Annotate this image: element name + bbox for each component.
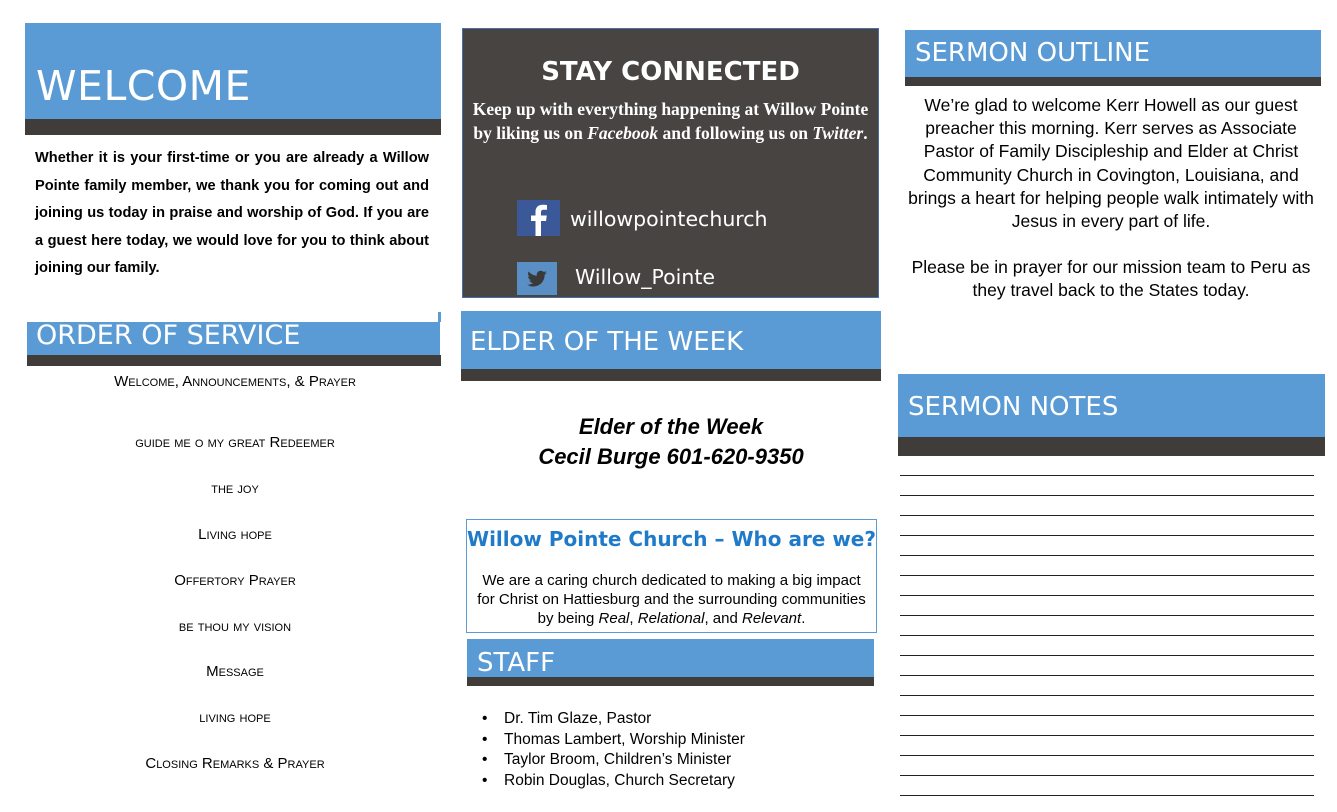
note-line xyxy=(900,555,1314,556)
word-real: Real xyxy=(598,610,630,627)
note-line xyxy=(900,595,1314,596)
sermon-notes-title: SERMON NOTES xyxy=(908,392,1119,422)
elder-heading: Elder of the Week xyxy=(578,414,764,439)
welcome-header-underbar xyxy=(25,119,441,135)
service-item: Message xyxy=(206,663,264,680)
staff-list xyxy=(482,709,745,792)
sermon-outline-header-underbar xyxy=(905,77,1321,86)
twitter-handle[interactable]: Willow_Pointe xyxy=(575,265,715,289)
stay-connected-text-part: and following us on xyxy=(658,123,813,143)
note-line xyxy=(900,775,1314,776)
facebook-handle[interactable]: willowpointechurch xyxy=(570,207,768,231)
staff-member: • Dr. Tim Glaze, Pastor xyxy=(482,709,745,730)
word-relational: Relational xyxy=(637,610,705,627)
stay-connected-text-part: Keep up with everything happening at Willow Pointe by liking us on xyxy=(472,99,869,143)
service-item: Welcome, Announcements, & Prayer xyxy=(114,373,356,390)
note-line xyxy=(900,795,1314,796)
note-line xyxy=(900,475,1314,476)
staff-member: • Robin Douglas, Church Secretary xyxy=(482,771,745,792)
facebook-icon-graphic xyxy=(517,200,560,236)
note-line xyxy=(900,515,1314,516)
word-relevant: Relevant xyxy=(741,610,802,627)
service-item: Living hope xyxy=(198,526,272,543)
stay-connected-text-part: . xyxy=(863,123,868,143)
twitter-icon[interactable] xyxy=(517,262,557,295)
elder-name-phone: Cecil Burge 601-620-9350 xyxy=(538,444,804,469)
service-item: be thou my vision xyxy=(178,618,292,635)
welcome-title: WELCOME xyxy=(36,62,251,110)
elder-header-underbar xyxy=(461,369,881,381)
who-text-part: , xyxy=(629,610,638,627)
who-text-part: We are a caring church dedicated to making a big impact for Christ on Hattiesburg and the surrounding communities by being xyxy=(477,572,866,627)
staff-member: • Taylor Broom, Children’s Minister xyxy=(482,750,745,771)
order-of-service-header-underbar xyxy=(27,355,441,366)
sermon-outline-paragraph: Please be in prayer for our mission team to Peru as they travel back to the States today. xyxy=(911,257,1311,301)
note-line xyxy=(900,615,1314,616)
staff-header-underbar xyxy=(467,677,874,686)
sermon-outline-title: SERMON OUTLINE xyxy=(915,38,1151,68)
twitter-word: Twitter xyxy=(812,123,864,143)
note-line xyxy=(900,755,1314,756)
paragraph-spacer xyxy=(905,233,1317,256)
sermon-outline-paragraph: We’re glad to welcome Kerr Howell as our guest preacher this morning. Kerr serves as Associate Pastor of Family Discipleship and Elder at Christ Community Church in Covington, Louisiana, and brings a heart for helping people walk intimately with Jesus in every part of life. xyxy=(908,95,1314,232)
who-text-part: . xyxy=(801,610,806,627)
note-line xyxy=(900,655,1314,656)
elder-title: ELDER OF THE WEEK xyxy=(470,327,744,357)
order-of-service-accent xyxy=(438,312,441,322)
note-line xyxy=(900,735,1314,736)
facebook-word: Facebook xyxy=(587,123,659,143)
facebook-icon[interactable] xyxy=(517,200,560,236)
who-are-we-text xyxy=(472,571,871,628)
note-line xyxy=(900,715,1314,716)
elder-info xyxy=(461,412,881,472)
stay-connected-text xyxy=(470,97,871,145)
twitter-icon-graphic xyxy=(517,262,557,295)
note-line xyxy=(900,535,1314,536)
service-item: living hope xyxy=(199,709,271,726)
note-line xyxy=(900,495,1314,496)
service-item: Offertory Prayer xyxy=(174,572,296,589)
order-of-service-title: ORDER OF SERVICE xyxy=(36,320,301,351)
who-are-we-title: Willow Pointe Church – Who are we? xyxy=(467,527,876,551)
stay-connected-title: STAY CONNECTED xyxy=(541,57,800,87)
note-line xyxy=(900,575,1314,576)
sermon-outline-text xyxy=(905,94,1317,303)
service-item: the joy xyxy=(211,480,259,497)
service-item: guide me o my great Redeemer xyxy=(135,434,335,451)
staff-member: • Thomas Lambert, Worship Minister xyxy=(482,730,745,751)
service-item: Closing Remarks & Prayer xyxy=(145,755,325,772)
sermon-notes-header-underbar xyxy=(898,437,1325,456)
who-text-part: , and xyxy=(704,610,742,627)
staff-title: STAFF xyxy=(477,648,556,678)
note-line xyxy=(900,675,1314,676)
note-line xyxy=(900,635,1314,636)
note-line xyxy=(900,695,1314,696)
welcome-text: Whether it is your first-time or you are already a Willow Pointe family member, we thank you for coming out and joining us today in praise and worship of God. If you are a guest here today, we would love for you to think about joining our family. xyxy=(35,150,429,276)
